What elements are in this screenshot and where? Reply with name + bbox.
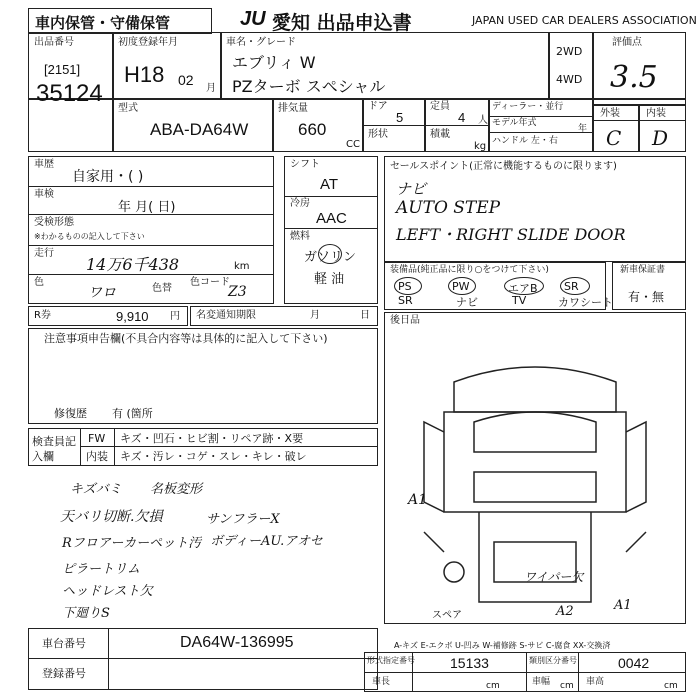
inspector-label: 検査員記入欄 [32, 435, 76, 463]
note-6: ボディーAU.アオセ [210, 534, 323, 549]
width-unit: cm [560, 681, 574, 691]
model-code: ABA-DA64W [150, 120, 249, 139]
exterior-score: C [606, 126, 622, 150]
drive-2wd: 2WD [556, 45, 583, 58]
length-unit: cm [486, 681, 500, 691]
mark-a2: A2 [556, 604, 574, 619]
fuel-circle-mark [318, 244, 342, 264]
sales-point-2: AUTO STEP [396, 198, 501, 218]
equip-circle-4 [560, 277, 590, 295]
note-4: サンフラーX [206, 512, 280, 527]
class-label: 類別区分番号 [529, 656, 577, 665]
warranty-value: 有・無 [628, 290, 665, 304]
month-unit: 月 [206, 83, 216, 94]
registration-month: 02 [178, 72, 194, 88]
history-value: 自家用・( ) [72, 169, 144, 185]
equip-sr-top: SR [564, 280, 579, 293]
recycle-box [28, 306, 188, 326]
model-label: 型式 [118, 103, 138, 114]
interior-label: 内装 [646, 108, 666, 119]
equip-circle-3 [504, 277, 544, 295]
repair-value: 有 (箇所 [112, 407, 153, 420]
shift-label: シフト [290, 159, 320, 170]
mark-a1-left: A1 [408, 492, 428, 508]
ac-value: AAC [316, 210, 347, 227]
vehicle-grade: PZターボ スペシャル [232, 77, 386, 96]
interior-score: D [652, 126, 669, 150]
ju-logo: JU [240, 8, 266, 30]
mark-spare: スペア [432, 610, 462, 621]
mileage-label: 走行 [34, 248, 54, 259]
transfer-label: 受検形態 [34, 217, 74, 228]
exterior-label: 外装 [600, 108, 620, 119]
notes-label: 注意事項申告欄(不具合内容等は具体的に記入して下さい) [44, 332, 328, 345]
name-change-day: 日 [360, 310, 370, 321]
registration-year: H18 [124, 62, 165, 87]
note-5: Rフロアーカーペット汚 [62, 536, 202, 551]
equip-sr: SR [398, 294, 413, 307]
capacity-unit: 人 [478, 115, 488, 126]
handle-label: ハンドル 左・右 [492, 136, 558, 146]
vehicle-name: エブリィ W [232, 53, 316, 72]
loading-unit: kg [474, 141, 487, 152]
note-7: ピラートリム [62, 562, 141, 577]
mileage-value: 14万6千438 [86, 255, 180, 274]
fuel-options: ガソリン [304, 250, 357, 265]
color-value: ワロ [88, 285, 116, 301]
displacement-value: 660 [298, 120, 327, 139]
fuel-diesel: 軽 油 [314, 272, 345, 287]
storage-label: 車内保管・守備保管 [35, 14, 171, 32]
score-label: 評価点 [612, 37, 642, 48]
mark-a1-right: A1 [614, 598, 632, 613]
length-label: 車長 [372, 677, 391, 687]
fuel-label: 燃料 [290, 231, 310, 242]
equip-circle-1 [394, 277, 422, 295]
sales-points-label: セールスポイント(正常に機能するものに限ります) [390, 161, 617, 172]
shape-label: 形状 [368, 129, 388, 140]
equip-circle-2 [448, 277, 476, 295]
equip-ps: PS [398, 280, 412, 293]
note-3: 天バリ切断.欠損 [60, 509, 163, 525]
class-value: 0042 [618, 655, 650, 671]
mark-wiper: ワイパー欠 [524, 570, 584, 584]
org-english: JAPAN USED CAR DEALERS ASSOCIATION [472, 14, 697, 27]
chassis-number: DA64W-136995 [180, 634, 294, 651]
name-change-month: 月 [310, 310, 320, 321]
ac-label: 冷房 [290, 198, 310, 209]
note-8: ヘッドレスト欠 [62, 584, 153, 599]
color-change-label: 色替 [152, 283, 172, 294]
inspection-label: 車検 [34, 189, 54, 200]
fw-row: キズ・凹石・ヒビ割・リペア跡・X要 [120, 432, 304, 445]
recycle-unit: 円 [170, 311, 180, 322]
loading-label: 積載 [430, 129, 450, 140]
note-9: 下廻りS [62, 606, 110, 621]
capacity-value: 4 [458, 110, 466, 125]
interior-row-label: 内装 [86, 450, 108, 463]
recycle-value: 9,910 [116, 309, 149, 324]
equip-tv: TV [512, 294, 527, 307]
doors-label: ドア [368, 101, 388, 112]
color-code-label: 色コード [190, 277, 230, 288]
equip-airbag: エアB [508, 282, 538, 295]
org-title: 愛知 出品申込書 [272, 12, 412, 34]
note-2: 名板変形 [150, 482, 203, 497]
displacement-unit: CC [346, 139, 360, 150]
note-1: キズバミ [70, 482, 122, 497]
score-value: 3.5 [610, 60, 658, 95]
equipment-label: 装備品(純正品に限り○をつけて下さい) [390, 265, 549, 275]
warranty-label: 新車保証書 [620, 265, 666, 275]
lot-number-label: 出品番号 [34, 37, 74, 48]
registration-label: 初度登録年月 [118, 37, 178, 48]
dealer-label: ディーラー・並行 [492, 102, 564, 112]
diagram-legend: A-キズ E-エクボ U-凹み W-補修跡 S-サビ C-腐食 XX-交換済 [394, 641, 611, 650]
storage-box [28, 8, 212, 34]
doors-value: 5 [396, 110, 404, 125]
height-label: 車高 [586, 677, 605, 687]
color-label: 色 [34, 277, 44, 288]
transfer-note: ※わかるものの記入して下さい [34, 232, 145, 241]
equip-pw: PW [452, 280, 470, 293]
equip-navi: ナビ [456, 296, 478, 309]
type-label: 形式指定番号 [367, 656, 415, 665]
vehicle-name-label: 車名・グレード [226, 37, 296, 48]
width-label: 車幅 [532, 677, 551, 687]
drive-4wd: 4WD [556, 73, 583, 86]
model-year-label: モデル年式 [492, 118, 537, 128]
year-unit: 年 [578, 124, 588, 134]
mileage-unit: km [234, 261, 250, 272]
recycle-label: R券 [34, 310, 51, 321]
history-label: 車歴 [34, 159, 54, 170]
fw-label: FW [88, 432, 106, 445]
inspection-value: 年 月( 日) [118, 200, 176, 215]
name-change-label: 名変通知期限 [196, 310, 256, 321]
sales-point-3: LEFT・RIGHT SLIDE DOOR [396, 225, 626, 244]
equip-leather: カワシート [558, 296, 613, 309]
sales-point-1: ナビ [396, 180, 427, 198]
history-block [28, 156, 274, 304]
reg-number-label: 登録番号 [42, 667, 86, 680]
repair-label: 修復歴 [54, 407, 87, 420]
chassis-label: 車台番号 [42, 637, 86, 650]
capacity-label: 定員 [430, 101, 450, 112]
displacement-label: 排気量 [278, 103, 308, 114]
lot-number: 35124 [36, 80, 103, 107]
lot-small-number: [2151] [44, 62, 81, 77]
interior-row: キズ・汚レ・コゲ・スレ・キレ・破レ [120, 450, 307, 463]
diagram-label: 後日品 [390, 315, 420, 326]
type-value: 15133 [450, 655, 489, 671]
height-unit: cm [664, 681, 678, 691]
color-code-value: Z3 [228, 284, 247, 300]
shift-value: AT [320, 176, 339, 193]
